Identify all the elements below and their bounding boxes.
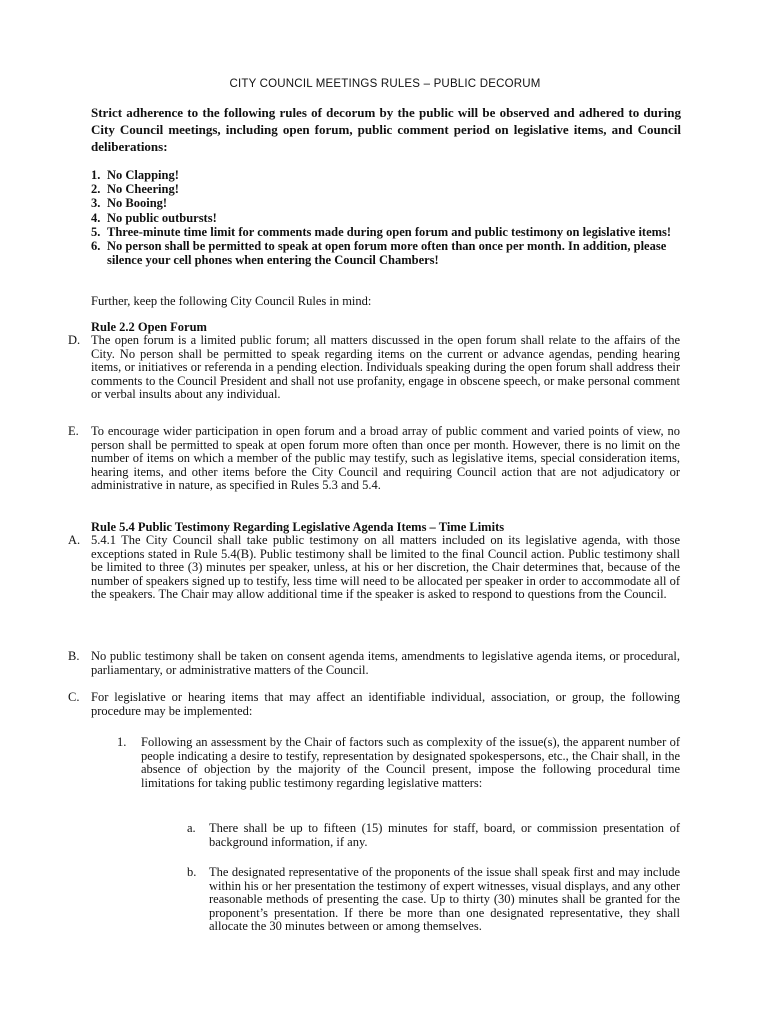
list-item — [91, 168, 686, 182]
section-label: B. — [68, 649, 80, 663]
list-item-number: 5. — [91, 224, 101, 239]
list-item — [91, 225, 686, 239]
list-item-text: No person shall be permitted to speak at open forum more often than once per month. In addition, please silence your cell phones when entering the Council Chambers! — [107, 239, 667, 268]
item-text: The designated representative of the proponents of the issue shall speak first and may include within his or her presentation the testimony of expert witnesses, visual displays, and any other reasonable methods of presenting the case. Up to thirty (30) minutes shall be granted for the proponent’s presentation. If there be more than one designated representative, they shall allocate the 30 minutes between or among themselves. — [209, 865, 680, 934]
rule-5-4-c-item-b — [187, 866, 680, 934]
section-text: No public testimony shall be taken on consent agenda items, amendments to legislative agenda items, or procedural, parliamentary, or administrative matters of the Council. — [91, 649, 680, 677]
list-item — [91, 211, 686, 225]
section-text: To encourage wider participation in open forum and a broad array of public comment and varied points of view, no person shall be permitted to speak at open forum more often than once per month. However, there is no limit on the number of items on which a member of the public may testify, such as legislative items, special consideration items, hearing items, and other items before the City Council and requiring Council action that are not adjudicatory or administrative in nature, as specified in Rules 5.3 and 5.4. — [91, 424, 680, 493]
item-label: b. — [187, 865, 197, 879]
section-text: For legislative or hearing items that may affect an identifiable individual, association, or group, the following procedure may be implemented: — [91, 690, 680, 718]
section-label: C. — [68, 690, 80, 704]
list-item-number: 1. — [91, 168, 101, 182]
further-note: Further, keep the following City Council Rules in mind: — [91, 294, 372, 308]
rule-2-2-heading: Rule 2.2 Open Forum — [91, 320, 207, 334]
list-item-text: No public outbursts! — [107, 210, 217, 225]
list-item-number: 4. — [91, 210, 101, 225]
section-label: A. — [68, 533, 81, 547]
item-label: a. — [187, 821, 196, 835]
list-item — [91, 196, 686, 210]
list-item-number: 6. — [91, 239, 101, 254]
section-text: 5.4.1 The City Council shall take public testimony on all matters included on its legislative agenda, with those exceptions stated in Rule 5.4(B). Public testimony shall be limited to the final Council action. Public testimony shall be limited to three (3) minutes per speaker, unless, at his or her discretion, the Chair determines that, because of the number of speakers signed up to testify, less time will need to be allocated per speaker in order to accommodate all of the speakers. The Chair may allow additional time if the speaker is asked to respond to questions from the Council. — [91, 533, 680, 602]
list-item — [91, 182, 686, 196]
list-item-text: No Clapping! — [107, 168, 179, 182]
list-item-text: No Cheering! — [107, 182, 179, 197]
section-text: The open forum is a limited public forum; all matters discussed in the open forum shall relate to the affairs of the City. No person shall be permitted to speak regarding items on the current or advance agendas, pending hearing items, or initiatives or referenda in a pending election. Individuals speaking during the open forum shall address their comments to the Council President and shall not use profanity, engage in obscene speech, or make personal comment or verbal insults about any individual. — [91, 333, 680, 402]
list-item — [91, 239, 686, 267]
rule-5-4-heading: Rule 5.4 Public Testimony Regarding Legislative Agenda Items – Time Limits — [91, 520, 505, 534]
list-item-number: 2. — [91, 182, 101, 197]
rule-5-4-section-b — [68, 650, 680, 677]
decorum-rules-list — [91, 168, 686, 267]
rule-5-4-section-a — [68, 534, 680, 602]
list-item-text: Three-minute time limit for comments made during open forum and public testimony on legislative items! — [107, 224, 672, 239]
item-text: Following an assessment by the Chair of factors such as complexity of the issue(s), the apparent number of people indicating a desire to testify, representation by designated spokespersons, etc., the Chair shall, in the absence of objection by the majority of the Council present, impose the following procedural time limitations for taking public testimony regarding legislative matters: — [141, 735, 680, 790]
rule-5-4-section-c — [68, 691, 680, 718]
intro-paragraph: Strict adherence to the following rules of decorum by the public will be observed and adhered to during City Council meetings, including open forum, public comment period on legislative items, and Council deliberations: — [91, 105, 681, 154]
list-item-number: 3. — [91, 196, 101, 211]
page-title: CITY COUNCIL MEETINGS RULES – PUBLIC DECORUM — [229, 78, 541, 90]
rule-5-4-c-item-a — [187, 822, 680, 849]
list-item-text: No Booing! — [107, 196, 168, 211]
section-label: D. — [68, 333, 81, 347]
rule-2-2-section-e — [68, 425, 680, 493]
section-label: E. — [68, 424, 79, 438]
item-text: There shall be up to fifteen (15) minutes for staff, board, or commission presentation of background information, if any. — [209, 821, 680, 849]
rule-2-2-section-d — [68, 334, 680, 402]
item-label: 1. — [117, 735, 127, 749]
rule-5-4-c-item-1 — [117, 736, 680, 790]
